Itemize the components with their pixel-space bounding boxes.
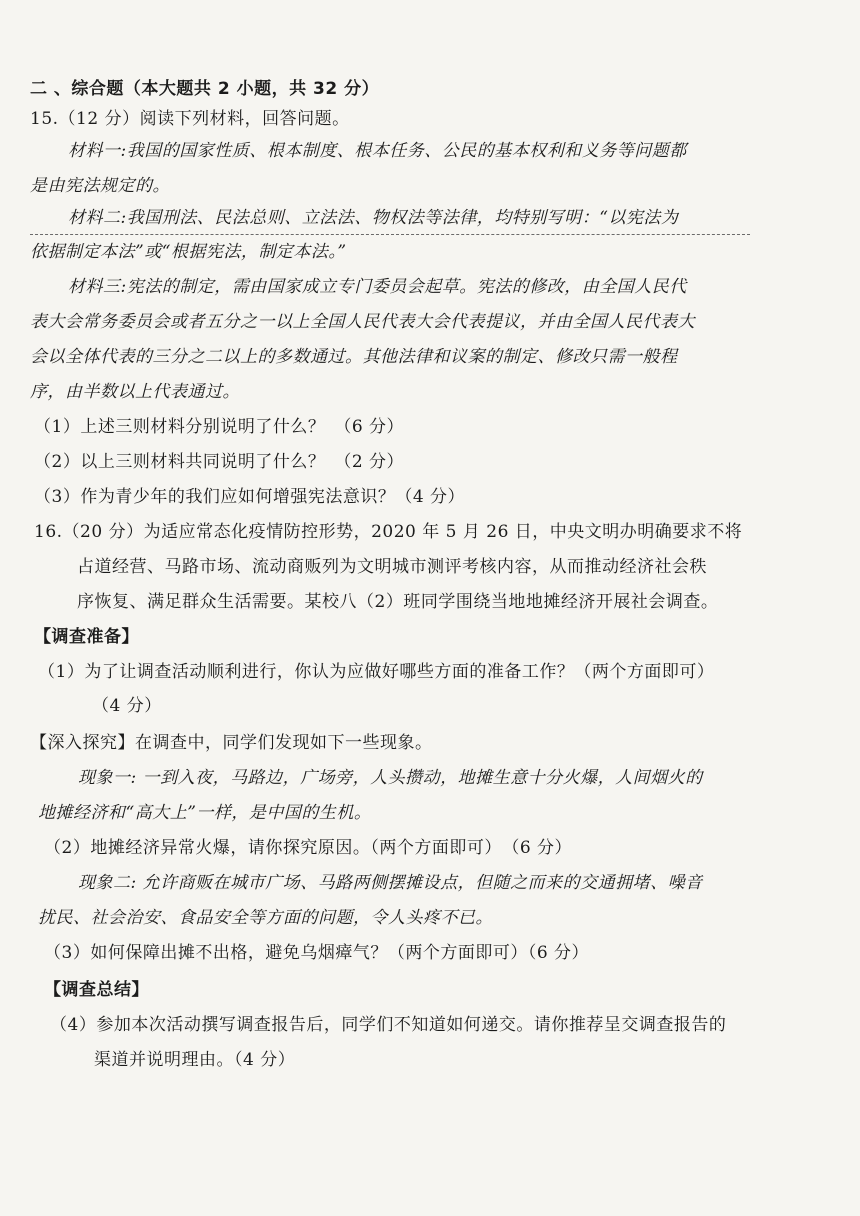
material2-underline [30,234,750,235]
q16-stem-line3: 序恢复、满足群众生活需要。某校八（2）班同学围绕当地地摊经济开展社会调查。 [77,592,719,612]
q16-subquestion-1-line1: （1）为了让调查活动顺利进行，你认为应做好哪些方面的准备工作？（两个方面即可） [38,662,715,682]
phenomenon1-line2: 地摊经济和“高大上”一样，是中国的生机。 [38,803,372,823]
q15-material1-line2: 是由宪法规定的。 [30,176,170,196]
q16-subquestion-4-line1: （4）参加本次活动撰写调查报告后，同学们不知道如何递交。请你推荐呈交调查报告的 [50,1015,727,1035]
heading-explore: 【深入探究】在调查中，同学们发现如下一些现象。 [30,733,433,753]
section-title: 二 、综合题（本大题共 2 小题，共 32 分） [30,79,380,99]
q15-subquestion-1: （1）上述三则材料分别说明了什么？ （6 分） [34,417,405,437]
q15-material3-line2: 表大会常务委员会或者五分之一以上全国人民代表大会代表提议，并由全国人民代表大 [30,312,695,332]
q15-material2-line2: 依据制定本法”或“根据宪法，制定本法。” [30,242,347,262]
q15-material1-line1: 材料一:我国的国家性质、根本制度、根本任务、公民的基本权利和义务等问题都 [68,141,687,161]
q15-subquestion-2: （2）以上三则材料共同说明了什么？ （2 分） [34,452,405,472]
q15-material3-line4: 序，由半数以上代表通过。 [30,382,240,402]
q15-subquestion-3: （3）作为青少年的我们应如何增强宪法意识？（4 分） [34,487,466,507]
heading-summary: 【调查总结】 [44,980,149,1000]
q15-material3-line1: 材料三:宪法的制定，需由国家成立专门委员会起草。宪法的修改，由全国人民代 [68,277,687,297]
q15-material3-line3: 会以全体代表的三分之二以上的多数通过。其他法律和议案的制定、修改只需一般程 [30,347,678,367]
q16-subquestion-3: （3）如何保障出摊不出格，避免乌烟瘴气？（两个方面即可）（6 分） [44,943,590,963]
q15-material2-line1: 材料二:我国刑法、民法总则、立法法、物权法等法律，均特别写明：“以宪法为 [68,208,679,228]
heading-preparation: 【调查准备】 [34,627,139,647]
q16-subquestion-1-line2: （4 分） [92,696,162,716]
phenomenon2-line2: 扰民、社会治安、食品安全等方面的问题，令人头疼不已。 [38,908,493,928]
q16-stem-line2: 占道经营、马路市场、流动商贩列为文明城市测评考核内容，从而推动经济社会秩 [77,557,707,577]
q15-stem: 15.（12 分）阅读下列材料，回答问题。 [30,109,350,129]
q16-subquestion-2: （2）地摊经济异常火爆，请你探究原因。（两个方面即可） （6 分） [44,838,573,858]
q16-subquestion-4-line2: 渠道并说明理由。（4 分） [94,1050,296,1070]
phenomenon2-line1: 现象二: 允许商贩在城市广场、马路两侧摆摊设点，但随之而来的交通拥堵、噪音 [78,873,703,893]
phenomenon1-line1: 现象一: 一到入夜，马路边，广场旁，人头攒动，地摊生意十分火爆，人间烟火的 [78,768,703,788]
q16-stem-line1: 16.（20 分）为适应常态化疫情防控形势，2020 年 5 月 26 日，中央文明办明确要求不将 [34,522,743,542]
